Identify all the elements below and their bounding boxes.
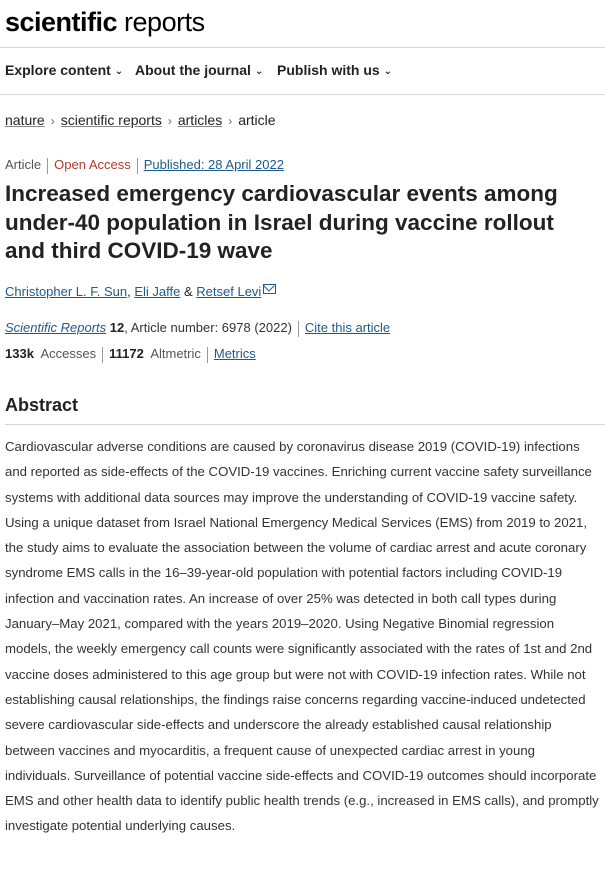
author-link[interactable]: Eli Jaffe [134,284,181,299]
citation-line [5,320,390,337]
article-meta [5,157,284,174]
chevron-down-icon: ⌄ [254,66,264,77]
metrics-bar [5,346,256,363]
published-date-link[interactable]: Published: 28 April 2022 [143,157,284,172]
chevron-right-icon: › [167,114,172,128]
breadcrumb-scientific-reports[interactable]: scientific reports [60,112,162,128]
main-nav [0,47,605,95]
chevron-down-icon: ⌄ [383,66,393,77]
breadcrumb-nature[interactable]: nature [5,112,45,128]
accesses-count: 133k [5,346,34,361]
nav-about-journal[interactable]: About the journal ⌄ [135,62,264,78]
chevron-right-icon: › [228,114,233,128]
metrics-link[interactable]: Metrics [213,346,256,361]
author-link[interactable]: Retsef Levi [196,284,262,299]
nav-publish-with-us[interactable]: Publish with us ⌄ [277,62,393,78]
author-link[interactable]: Christopher L. F. Sun [5,284,128,299]
divider [5,424,605,425]
cite-this-article-link[interactable]: Cite this article [304,320,391,335]
email-icon[interactable] [263,284,276,294]
journal-link[interactable]: Scientific Reports [5,320,107,335]
nav-explore-content[interactable]: Explore content ⌄ [5,62,124,78]
altmetric-label: Altmetric [150,346,201,361]
volume-number: 12 [109,320,125,335]
chevron-down-icon: ⌄ [114,66,124,77]
article-type: Article [5,157,42,172]
breadcrumb [5,112,276,128]
article-title: Increased emergency cardiovascular events among under-40 population in Israel during vaccine rollout and third COVID-19 wave [5,181,558,263]
breadcrumb-articles[interactable]: articles [177,112,223,128]
article-number: , Article number: 6978 (2022) [124,320,292,335]
abstract-heading: Abstract [5,395,79,415]
altmetric-count: 11172 [109,346,144,361]
chevron-right-icon: › [50,114,55,128]
site-logo[interactable]: scientific reports [5,7,205,37]
breadcrumb-current: article [238,112,276,128]
author-list: Christopher L. F. Sun, Eli Jaffe & Retsef Levi [5,284,276,299]
site-header [0,0,605,48]
accesses-label: Accesses [40,346,97,361]
open-access-badge: Open Access [54,157,131,172]
abstract-text: Cardiovascular adverse conditions are caused by coronavirus disease 2019 (COVID-19) infections and reported as side-effects of the COVID-19 vaccines. Enriching current vaccine safety surveillance systems with additional data sources may improve the understanding of COVID-19 vaccine safety. Using a unique dataset from Israel National Emergency Medical Services (EMS) from 2019 to 2021, the study aims to evaluate the association between the volume of cardiac arrest and acute coronary syndrome EMS calls in the 16–39-year-old population with potential factors including COVID-19 infection and vaccination rates. An increase of over 25% was detected in both call types during January–May 2021, compared with the years 2019–2020. Using Negative Binomial regression models, the weekly emergency call counts were significantly associated with the rates of 1st and 2nd vaccine doses administered to this age group but were not with COVID-19 infection rates. While not establishing causal relationships, the findings raise concerns regarding vaccine-induced undetected severe cardiovascular side-effects and underscore the already established causal relationship between vaccines and myocarditis, a frequent cause of unexpected cardiac arrest in young individuals. Surveillance of potential vaccine side-effects and COVID-19 outcomes should incorporate EMS and other health data to identify public health trends (e.g., increased in EMS calls), and promptly investigate potential underlying causes. [5,439,599,834]
